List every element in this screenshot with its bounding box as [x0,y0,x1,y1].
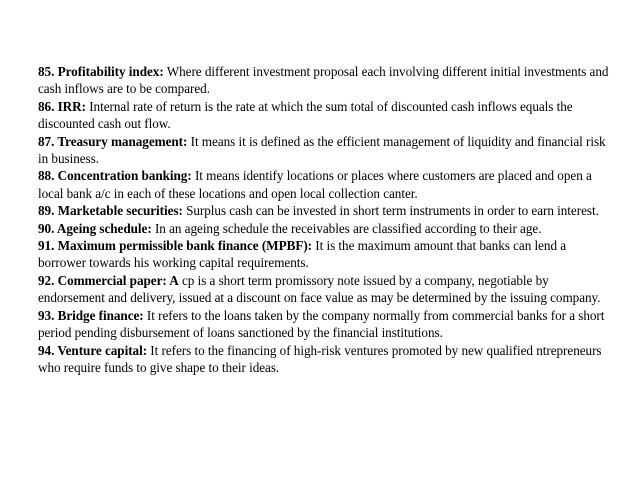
glossary-entry-94 [38,342,610,377]
entry-term: 88. Concentration banking: [38,168,192,184]
glossary-entry-87 [38,133,610,168]
entry-definition: Surplus cash can be invested in short term instruments in order to earn interest. [186,203,599,219]
entry-term: 85. Profitability index: [38,64,164,79]
glossary-text [38,63,610,376]
entry-definition: Where different investment proposal each involving different initial investments and cash inflows are to be compared. [38,64,609,97]
entry-term: 89. Marketable securities: [38,203,183,219]
glossary-entry-86 [38,98,610,133]
entry-definition: In an ageing schedule the receivables are classified according to their age. [154,220,542,236]
glossary-entry-92 [38,272,610,307]
glossary-entry-93 [38,307,610,342]
entry-term: 92. Commercial paper: A [38,272,179,288]
glossary-entry-91 [38,237,610,272]
glossary-entry-90 [38,220,610,237]
entry-definition: It means identify locations or places where customers are placed and open a local bank a/c in each of these locations and open local collection canter. [38,168,592,201]
entry-term: 87. Treasury management: [38,133,188,149]
entry-definition: cp is a short term promissory note issued by a company, negotiable by endorsement and delivery, issued at a discount on face value as may be determined by the issuing company. [38,272,601,306]
entry-term: 93. Bridge finance: [38,307,144,323]
glossary-entry-85 [38,63,610,98]
entry-term: 90. Ageing schedule: [38,220,152,236]
entry-definition: Internal rate of return is the rate at which the sum total of discounted cash inflows equals the discounted cash out flow. [38,98,573,132]
entry-term: 86. IRR: [38,98,86,114]
entry-term: 94. Venture capital: [38,342,148,358]
glossary-entry-88 [38,167,610,202]
entry-definition: It refers to the loans taken by the company normally from commercial banks for a short period pending disbursement of loans sanctioned by the financial institutions. [38,307,605,341]
entry-definition: It means it is defined as the efficient management of liquidity and financial risk in business. [38,133,606,167]
glossary-entry-89 [38,202,610,219]
entry-definition: It refers to the financing of high-risk ventures promoted by new qualified ntrepreneurs who require funds to give shape to their ideas. [38,342,602,375]
entry-definition: It is the maximum amount that banks can lend a borrower towards his working capital requirements. [38,238,567,271]
entry-term: 91. Maximum permissible bank finance (MPBF): [38,238,313,254]
